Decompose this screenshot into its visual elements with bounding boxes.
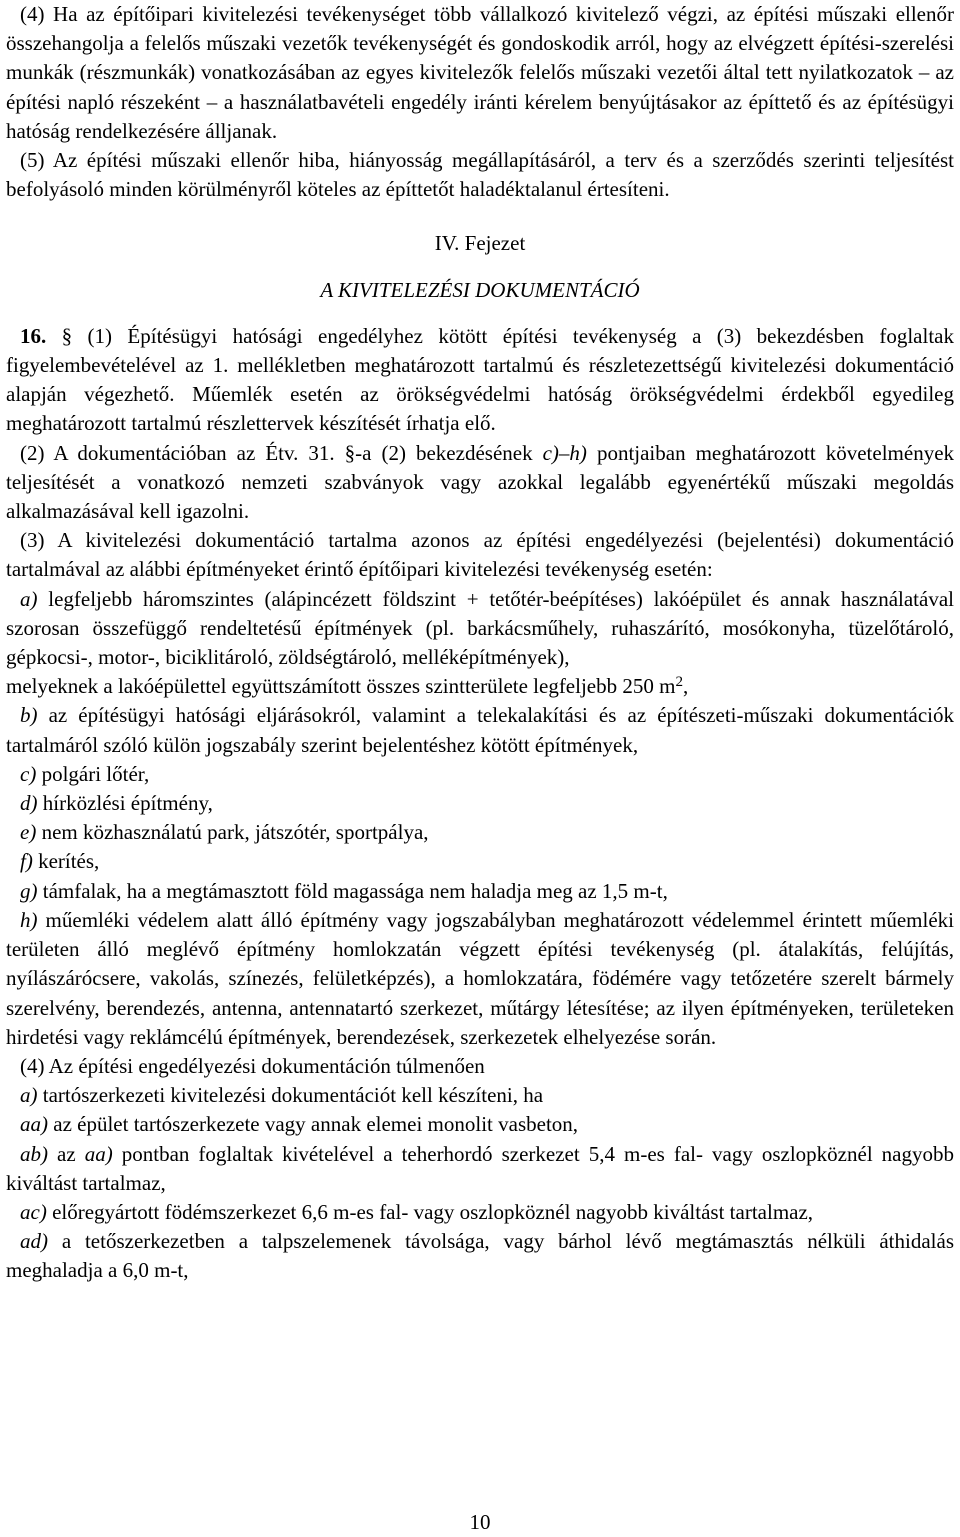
list-item-ad [6, 1227, 954, 1285]
list-item-aa [6, 1110, 954, 1139]
paragraph-4-item-a-text: tartószerkezeti kivitelezési dokumentációt kell készíteni, ha [42, 1083, 544, 1108]
superscript-2: 2 [675, 674, 684, 691]
section-16-paragraph-2 [6, 439, 954, 527]
paragraph-2-text-b: -a (2) bekezdésének [355, 440, 533, 465]
paragraph-5-notification: (5) Az építési műszaki ellenőr hiba, hiányosság megállapításáról, a terv és a szerződés szerinti teljesítést befolyásoló minden körülményről köteles az építtetőt haladéktalanul értesíteni. [6, 148, 954, 202]
list-item-h-text: műemléki védelem alatt álló építmény vagy jogszabályban meghatározott védelemmel érintett műemléki területen álló meglévő építmény homlokzatán végzett építési tevékenység (pl. átalakítás, felújítás, nyílászárócsere, vakolás, színezés, felületképzés), a homlokzatára, födémére vagy tetőzetére szerelt bármely szerelvény, berendezés, antenna, antennatartó szerkezet, műtárgy létesítése; az ilyen építményeken, területeken hirdetési vagy reklámcélú építmények, berendezések, szerkezetek elhelyezése során. [6, 907, 954, 1049]
list-item-a-text: legfeljebb háromszintes (alápincézett földszint + tetőtér-beépítéses) lakóépület és annak használatával szorosan összefüggő rendeltetésű építmények (pl. barkácsműhely, ruhaszárító, mosókonyha, tüzelőtároló, gépkocsi-, motor-, biciklitároló, zöldségtároló, melléképítmények), [6, 586, 954, 670]
document-page [6, 0, 954, 1286]
list-item-ab-reference: aa) [84, 1141, 113, 1166]
list-item-g [6, 877, 954, 906]
list-item-aa-text: az épület tartószerkezete vagy annak elemei monolit vasbeton, [53, 1112, 579, 1137]
list-item-ac [6, 1198, 954, 1227]
list-item-d-text: hírközlési építmény, [42, 791, 213, 816]
list-marker-aa: aa) [20, 1112, 48, 1137]
section-16-paragraph-1 [6, 322, 954, 439]
list-marker-d: d) [20, 791, 38, 816]
list-item-ac-text: előregyártott födémszerkezet 6,6 m-es fal- vagy oszlopköznél nagyobb kiváltást tartalmaz, [52, 1199, 814, 1224]
list-item-f [6, 847, 954, 876]
list-item-c-text: polgári lőtér, [41, 761, 150, 786]
list-marker-a: a) [20, 586, 38, 611]
list-item-a-area-text: melyeknek a lakóépülettel együttszámított összes szintterülete legfeljebb 250 m [6, 674, 676, 699]
list-item-f-text: kerítés, [38, 849, 100, 874]
list-marker-b: b) [20, 703, 38, 728]
list-item-ab-text-2: pontban foglaltak kivételével a teherhordó szerkezet 5,4 m-es fal- vagy oszlopköznél nagyobb kiváltást tartalmaz, [6, 1141, 955, 1195]
paragraph-4-marker-a: a) [20, 1083, 38, 1108]
paragraph-2-text-a: (2) A dokumentációban az Étv. 31. [20, 440, 335, 465]
paragraph-2-text-c: pontjaiban meghatározott követelmények teljesítését a vonatkozó nemzeti szabványok vagy azokkal legalább egyenértékű műszaki megoldás alkalmazásával kell igazolni. [6, 440, 955, 524]
list-item-ab-text-1: az [57, 1141, 76, 1166]
section-16-paragraph-4: (4) Az építési engedélyezési dokumentáción túlmenően [20, 1053, 485, 1078]
list-item-a [6, 585, 954, 673]
list-item-c [6, 760, 954, 789]
list-marker-e: e) [20, 820, 37, 845]
list-item-d [6, 789, 954, 818]
list-marker-f: f) [20, 849, 33, 874]
chapter-title: A KIVITELEZÉSI DOKUMENTÁCIÓ [320, 277, 640, 302]
list-item-b-text: az építésügyi hatósági eljárásokról, valamint a telekalakítási és az építészeti-műszaki dokumentációk tartalmáról szóló külön jogszabály szerint bejelentéshez kötött építmények, [6, 703, 955, 757]
list-item-ab [6, 1140, 954, 1198]
list-marker-h: h) [20, 907, 38, 932]
paragraph-2-point-reference: c)–h) [542, 440, 587, 465]
list-marker-ad: ad) [20, 1229, 48, 1254]
section-sign: § [61, 323, 73, 348]
list-marker-ab: ab) [20, 1141, 48, 1166]
list-marker-ac: ac) [20, 1199, 47, 1224]
list-item-b [6, 701, 954, 759]
list-item-a-continuation [6, 672, 954, 701]
section-number: 16. [20, 323, 47, 348]
list-item-e [6, 818, 954, 847]
section-16-paragraph-1-text: (1) Építésügyi hatósági engedélyhez kötött építési tevékenység a (3) bekezdésben foglaltak figyelembevételével az 1. mellékletben meghatározott tartalmú és részletezettségű kivitelezési dokumentáció alapján végezhető. Műemlék esetén az örökségvédelmi hatóság örökségvédelmi érdekből egyedileg meghatározott tartalmú részlettervek készítését írhatja elő. [6, 323, 954, 436]
paragraph-4-item-a [6, 1081, 954, 1110]
list-marker-c: c) [20, 761, 37, 786]
list-item-h [6, 906, 954, 1052]
list-item-g-text: támfalak, ha a megtámasztott föld magassága nem haladja meg az 1,5 m-t, [42, 878, 668, 903]
list-item-a-end: , [683, 674, 689, 699]
chapter-number: IV. Fejezet [434, 231, 526, 256]
section-16-paragraph-3: (3) A kivitelezési dokumentáció tartalma azonos az építési engedélyezési (bejelentési) dokumentáció tartalmával az alábbi építményeket érintő építőipari kivitelezési tevékenység esetén: [6, 528, 954, 582]
page-number: 10 [469, 1510, 491, 1534]
list-marker-g: g) [20, 878, 38, 903]
paragraph-2-section-sign: § [344, 440, 356, 465]
list-item-e-text: nem közhasználatú park, játszótér, sportpálya, [41, 820, 429, 845]
list-item-ad-text: a tetőszerkezetben a talpszelemenek távolsága, vagy bárhol lévő megtámasztás nélküli áthidalás meghaladja a 6,0 m-t, [6, 1229, 954, 1283]
paragraph-4-supervisor-coordination: (4) Ha az építőipari kivitelezési tevékenységet több vállalkozó kivitelező végzi, az építési műszaki ellenőr összehangolja a felelős műszaki vezetők tevékenységét és gondoskodik arról, hogy az elvégzett építési-szerelési munkák (részmunkák) vonatkozásában az egyes kivitelezők felelős műszaki vezetői által tett nyilatkozatok – az építési napló részeként – a használatbavételi engedély iránti kérelem benyújtásakor az építtető és az építésügyi hatóság rendelkezésére álljanak. [6, 2, 954, 143]
